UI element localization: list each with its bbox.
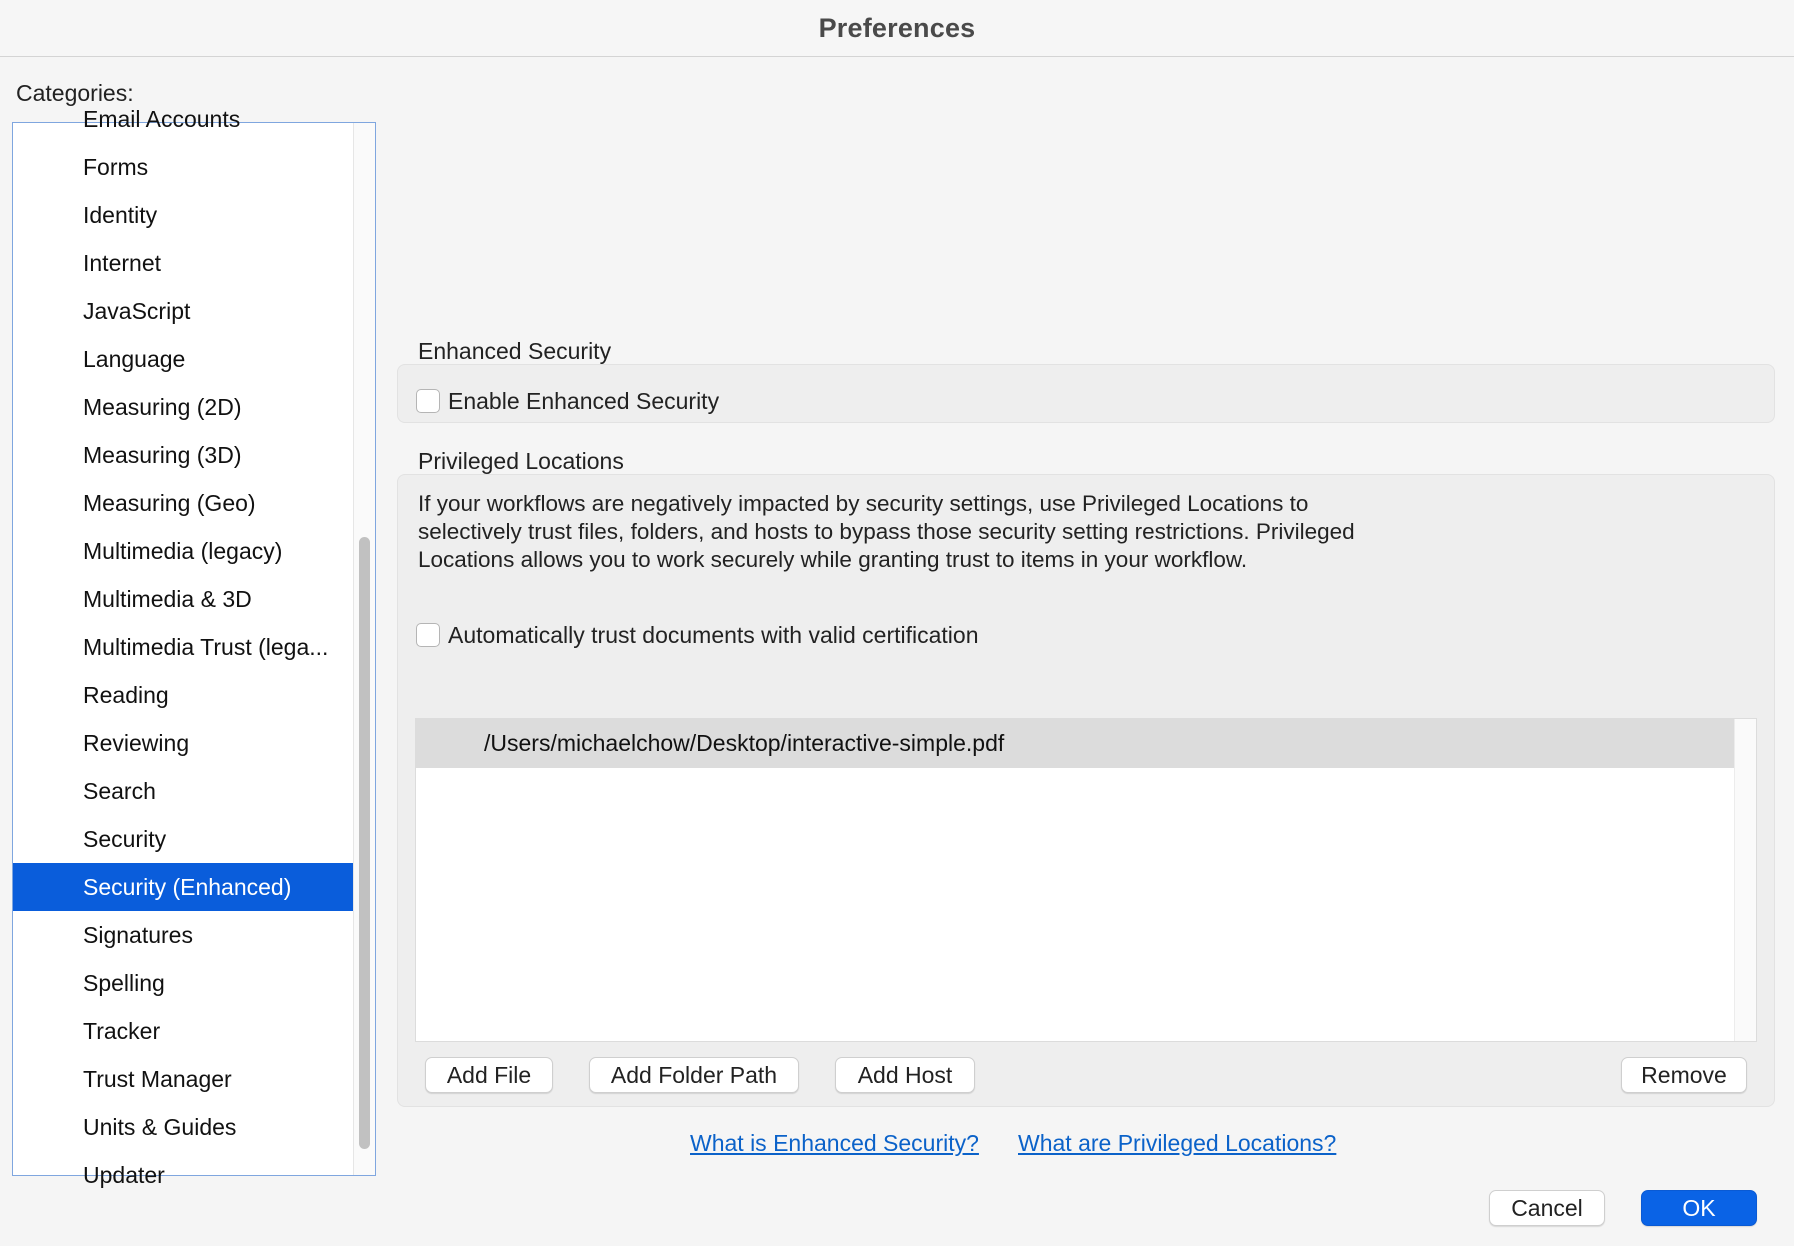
remove-button[interactable]: Remove <box>1621 1057 1747 1093</box>
category-item-email-accounts[interactable]: Email Accounts <box>83 106 241 132</box>
category-item-security[interactable]: Security <box>83 826 167 852</box>
category-item-forms[interactable]: Forms <box>83 154 149 180</box>
category-item-measuring-geo[interactable]: Measuring (Geo) <box>83 490 256 516</box>
categories-scrollbar-thumb[interactable] <box>359 537 370 1149</box>
category-item-measuring-2d[interactable]: Measuring (2D) <box>83 394 242 420</box>
enhanced-security-panel <box>397 364 1775 423</box>
add-file-button[interactable]: Add File <box>425 1057 553 1093</box>
categories-scrollbar[interactable] <box>353 123 375 1175</box>
enable-enhanced-security-label[interactable]: Enable Enhanced Security <box>448 388 720 414</box>
category-item-reviewing[interactable]: Reviewing <box>83 730 190 756</box>
category-item-measuring-3d[interactable]: Measuring (3D) <box>83 442 242 468</box>
add-host-button[interactable]: Add Host <box>835 1057 975 1093</box>
categories-items <box>13 95 353 1199</box>
category-item-updater[interactable]: Updater <box>83 1162 165 1188</box>
category-item-multimedia-trust[interactable]: Multimedia Trust (lega... <box>83 634 329 660</box>
privileged-locations-help-link[interactable]: What are Privileged Locations? <box>1018 1130 1337 1156</box>
title-bar <box>0 0 1794 57</box>
auto-trust-checkbox[interactable] <box>416 623 440 647</box>
ok-button[interactable]: OK <box>1641 1190 1757 1226</box>
enable-enhanced-security-checkbox[interactable] <box>416 389 440 413</box>
category-item-tracker[interactable]: Tracker <box>83 1018 161 1044</box>
category-item-spelling[interactable]: Spelling <box>83 970 165 996</box>
category-item-reading[interactable]: Reading <box>83 682 169 708</box>
categories-list[interactable] <box>12 106 376 1188</box>
privileged-locations-list[interactable] <box>415 718 1757 1042</box>
add-folder-path-button[interactable]: Add Folder Path <box>589 1057 799 1093</box>
privileged-locations-description: If your workflows are negatively impacted by security settings, use Privileged Locations to selectively trust files, folders, and hosts to bypass those security setting restrictions. Privileged Locations allows you to work securely while granting trust to items in your workflow. <box>418 491 1355 572</box>
category-item-language[interactable]: Language <box>83 346 186 372</box>
category-item-trust-manager[interactable]: Trust Manager <box>83 1066 232 1092</box>
privileged-locations-title: Privileged Locations <box>418 448 624 474</box>
enhanced-security-help-link[interactable]: What is Enhanced Security? <box>690 1130 979 1156</box>
category-item-multimedia-3d[interactable]: Multimedia & 3D <box>83 586 252 612</box>
auto-trust-label[interactable]: Automatically trust documents with valid certification <box>448 622 979 648</box>
cancel-button[interactable]: Cancel <box>1489 1190 1605 1226</box>
category-item-identity[interactable]: Identity <box>83 202 158 228</box>
category-item-internet[interactable]: Internet <box>83 250 161 276</box>
window-title: Preferences <box>818 12 976 43</box>
categories-label: Categories: <box>16 80 134 106</box>
category-item-signatures[interactable]: Signatures <box>83 922 193 948</box>
category-item-units-guides[interactable]: Units & Guides <box>83 1114 237 1140</box>
enhanced-security-title: Enhanced Security <box>418 338 612 364</box>
category-item-multimedia-legacy[interactable]: Multimedia (legacy) <box>83 538 283 564</box>
locations-scrollbar[interactable] <box>1734 719 1756 1041</box>
category-item-search[interactable]: Search <box>83 778 156 804</box>
list-item[interactable]: /Users/michaelchow/Desktop/interactive-simple.pdf <box>416 719 1734 768</box>
category-item-javascript[interactable]: JavaScript <box>83 298 191 324</box>
category-item-security-enhanced[interactable]: Security (Enhanced) <box>13 863 353 911</box>
